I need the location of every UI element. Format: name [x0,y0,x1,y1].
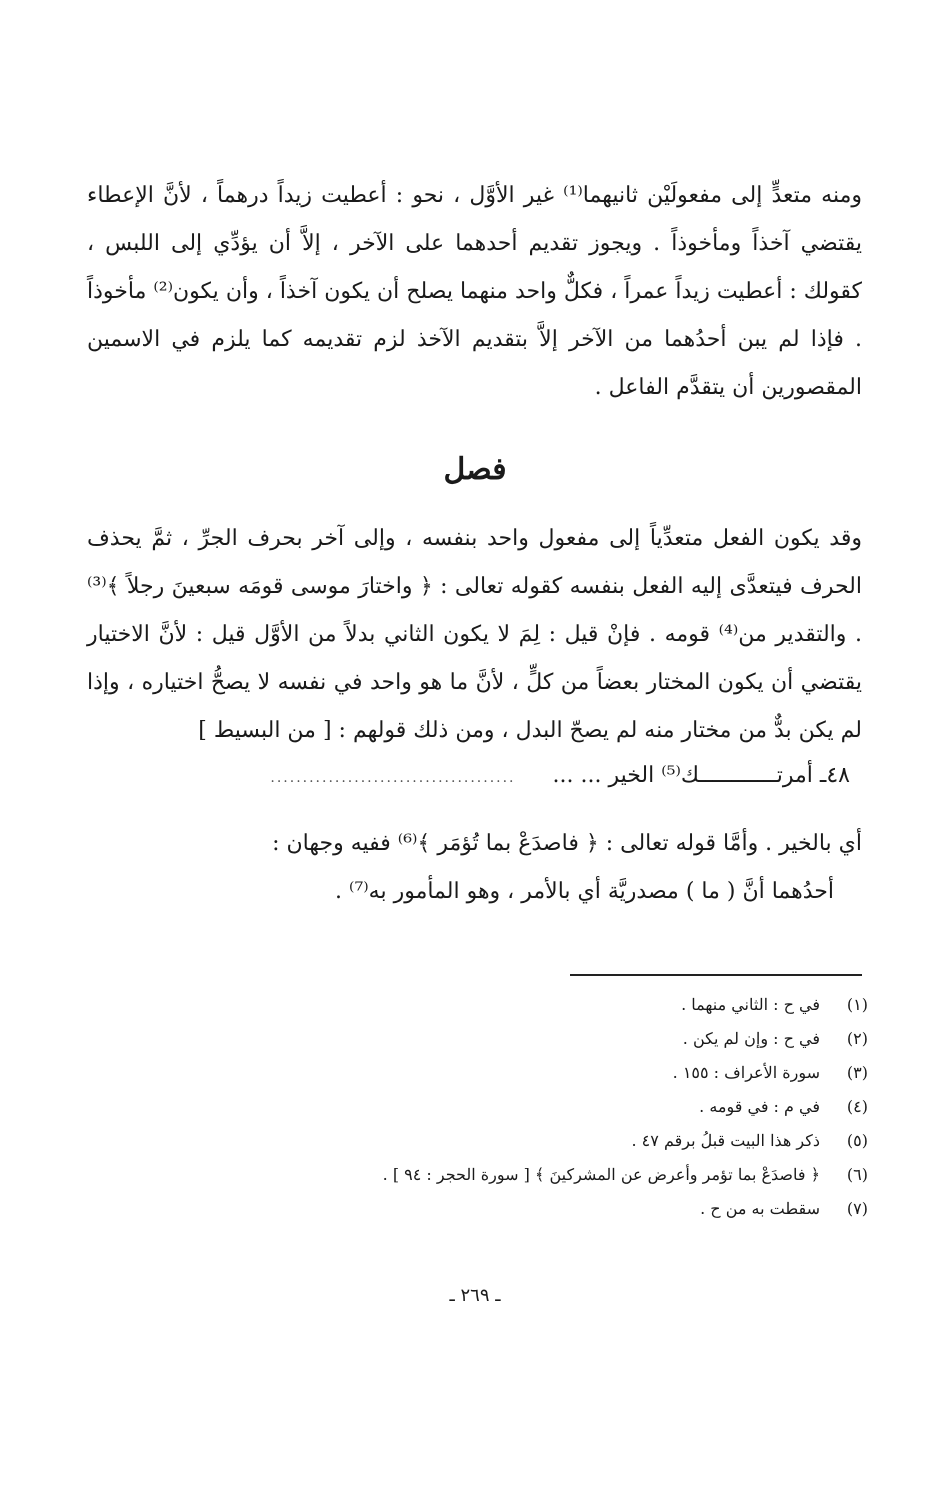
paragraph-3-line-2: أحدُهما أنَّ ( ما ) مصدريَّة أي بالأمر ، وهو المأمور به⁽⁷⁾ . [335,879,834,904]
footnote-item [268,1056,868,1090]
footnote-text: ﴿ فاصدَعْ بما تؤمر وأعرض عن المشركينَ ﴾ [ سورة الحجر : ٩٤ ] . [382,1165,820,1184]
footnote-text: سقطت به من ح . [700,1199,820,1218]
footnote-number: (١) [846,995,868,1014]
footnote-number: (٢) [846,1029,868,1048]
footnote-item [268,1022,868,1056]
footnote-separator [570,974,862,976]
verse-line: ٤٨ـ أمرتــــــــــــك⁽⁵⁾ الخير ... ... [552,763,850,788]
paragraph-3 [87,820,862,916]
paragraph-2: وقد يكون الفعل متعدِّياً إلى مفعول واحد بنفسه ، وإلى آخر بحرف الجرِّ ، ثمَّ يحذف الحرف فيتعدَّى إليه الفعل بنفسه كقوله تعالى : ﴿ واختارَ موسى قومَه سبعينَ رجلاً ﴾⁽³⁾ . والتقدير من⁽⁴⁾ قومه . فإنْ قيل : لِمَ لا يكون الثاني بدلاً من الأوَّل قيل : لأنَّ الاختيار يقتضي أن يكون المختار بعضاً من كلٍّ ، لأنَّ ما هو واحد في نفسه لا يصحُّ اختياره ، وإذا لم يكن بدٌّ من مختار منه لم يصحّ البدل ، ومن ذلك قولهم : [ من البسيط ] [87,526,863,743]
footnote-number: (٣) [846,1063,868,1082]
verse-ellipsis: ...................................... [270,770,516,786]
paragraph-3-line-1: أي بالخير . وأمَّا قوله تعالى : ﴿ فاصدَعْ بما تُؤمَر ﴾⁽⁶⁾ ففيه وجهان : [272,831,862,856]
footnote-text: في ح : وإن لم يكن . [682,1029,820,1048]
footnote-text: سورة الأعراف : ١٥٥ . [672,1063,820,1082]
footnote-item [268,1158,868,1192]
footnote-number: (٤) [846,1097,868,1116]
poetry-verse [110,752,850,802]
footnote-item [268,988,868,1022]
footnote-text: في م : في قومه . [699,1097,820,1116]
paragraph-1: ومنه متعدٍّ إلى مفعولَيْن ثانيهما⁽¹⁾ غير الأوَّل ، نحو : أعطيت زيداً درهماً ، لأنَّ الإعطاء يقتضي آخذاً ومأخوذاً . ويجوز تقديم أحدهما على الآخر ، إلاَّ أن يؤدِّي إلى اللبس ، كقولك : أعطيت زيداً عمراً ، فكلٌّ واحد منهما يصلح أن يكون آخذاً ، وأن يكون⁽²⁾ مأخوذاً . فإذا لم يبن أحدُهما من الآخر إلاَّ بتقديم الآخذ لزم تقديمه كما يلزم في الاسمين المقصورين أن يتقدَّم الفاعل . [87,183,862,400]
page-number: ـ ٢٦٩ ـ [449,1285,501,1306]
footnote-number: (٦) [846,1165,868,1184]
footnote-number: (٥) [846,1131,868,1150]
footnote-text: في ح : الثاني منهما . [681,995,820,1014]
footnote-number: (٧) [846,1199,868,1218]
footnote-item [268,1090,868,1124]
footnote-text: ذكر هذا البيت قبلُ برقم ٤٧ . [631,1131,820,1150]
section-heading: فصل [443,452,507,487]
footnote-item [268,1192,868,1226]
footnotes [268,988,868,1226]
footnote-item [268,1124,868,1158]
